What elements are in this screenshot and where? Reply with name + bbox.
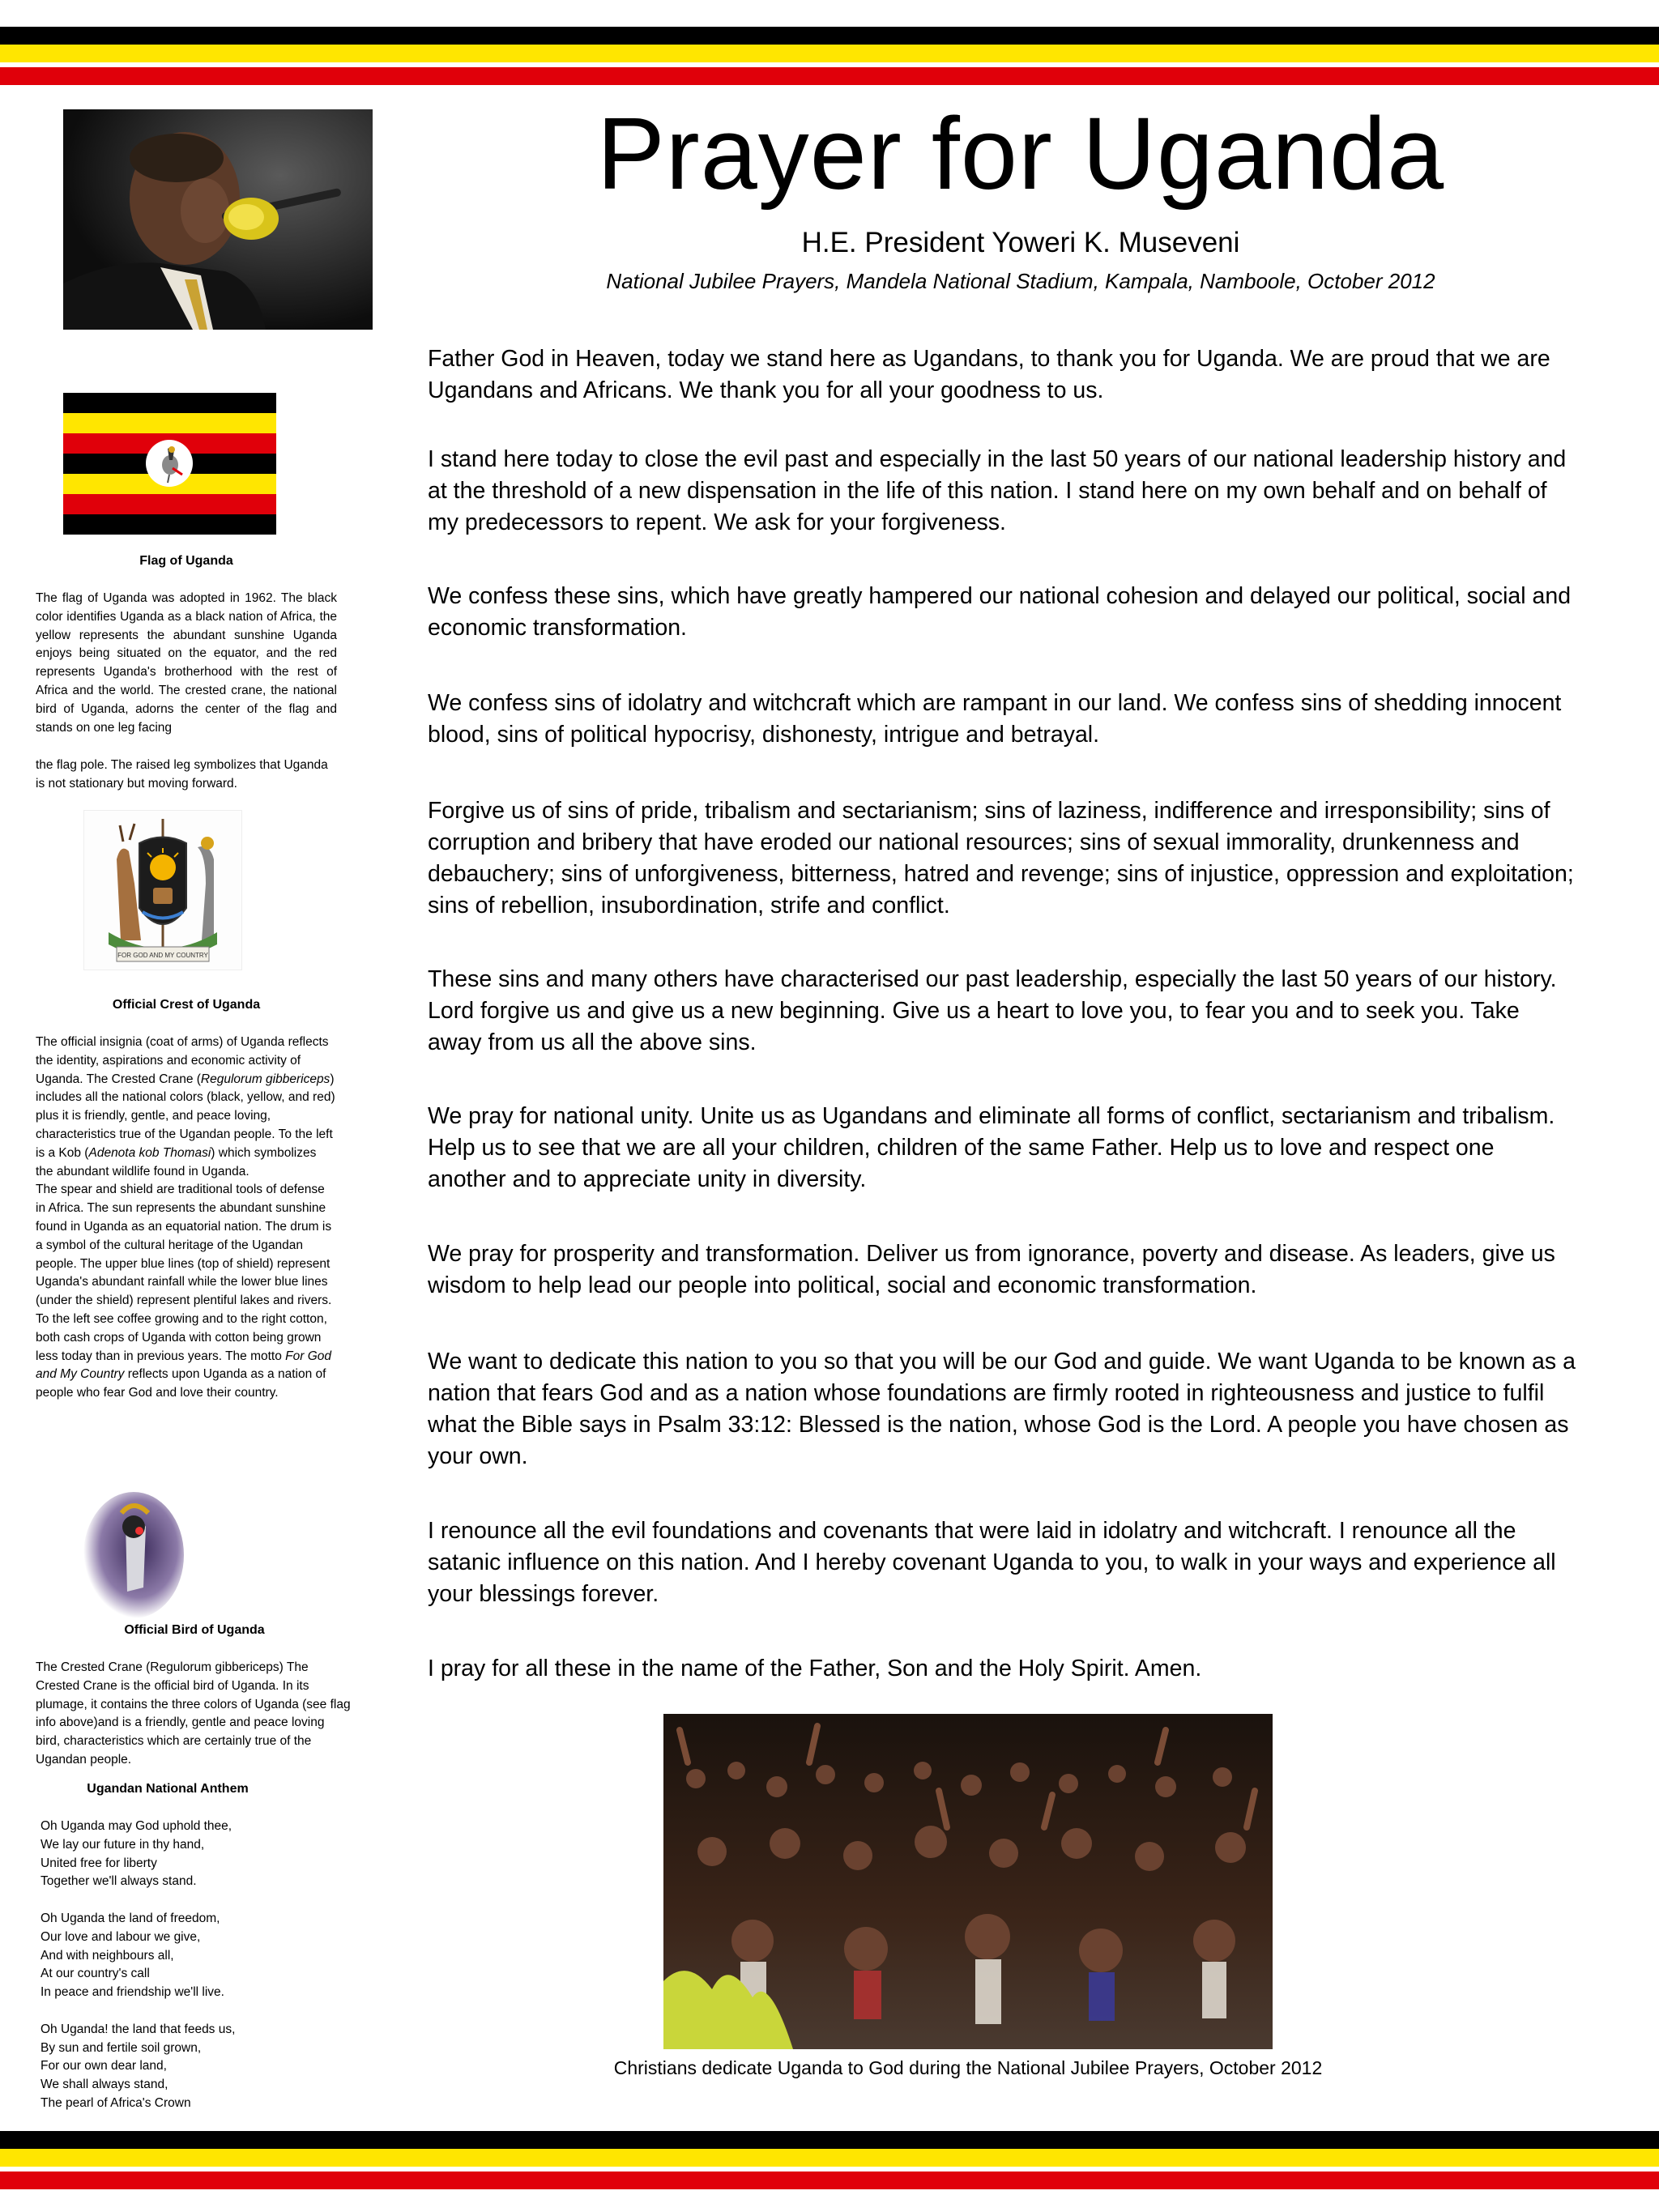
- prayer-paragraph: I stand here today to close the evil past and especially in the last 50 years of our national leadership history and at the threshold of a new dispensation in the life of this nation. I stand here on my own behalf and on behalf of my predecessors to repent. We ask for your forgiveness.: [428, 446, 1567, 535]
- flag-description-continued: the flag pole. The raised leg symbolizes that Uganda is not stationary but moving forward.: [36, 758, 328, 791]
- crested-crane-image: [77, 1490, 186, 1624]
- prayer-paragraph: These sins and many others have characterised our past leadership, especially the last 50 years of our history. Lord forgive us and give us a new beginning. Give us a heart to love you, to fear you and to seek you. Take away from us all the above sins.: [428, 966, 1557, 1055]
- top-flag-stripes: [0, 27, 1659, 85]
- crane-emblem-icon: [145, 439, 194, 488]
- coat-of-arms-image: [83, 810, 242, 970]
- crest-description: The official insignia (coat of arms) of Uganda reflects the identity, aspirations and economic activity of Uganda. The Crested Crane (Regulorum gibbericeps) includes all the national colors (black, yellow, and red) plus it is friendly, gentle, and peace loving, characteristics true of the Ugandan people. To the left is a Kob (Adenota kob Thomasi) which symbolizes the abundant wildlife found in Uganda. The spear and shield are traditional tools of defense in Africa. The sun represents the abundant sunshine found in Uganda as an equatorial nation. The drum is a symbol of the cultural heritage of the Ugandan people. The upper blue lines (top of shield) represent Uganda's abundant rainfall while the lower blue lines (under the shield) represent plentiful lakes and rivers. To the left see coffee growing and to the right cotton, both cash crops of Uganda with cotton being grown less today than in previous years. The motto For God and My Country reflects upon Uganda as a nation of people who fear God and love their country.: [36, 1035, 335, 1400]
- page-title: Prayer for Uganda: [596, 96, 1445, 211]
- crowd-photo: [663, 1714, 1273, 2049]
- anthem-heading: Ugandan National Anthem: [87, 1782, 249, 1796]
- anthem-verse-3: Oh Uganda! the land that feeds us, By sun and fertile soil grown, For our own dear land, We shall always stand, The pearl of Africa's Crown: [41, 2022, 236, 2110]
- prayer-paragraph: Father God in Heaven, today we stand here as Ugandans, to thank you for Uganda. We are proud that we are Ugandans and Africans. We thank you for all your goodness to us.: [428, 346, 1550, 403]
- president-photo: [63, 109, 373, 330]
- prayer-paragraph: We want to dedicate this nation to you so that you will be our God and guide. We want Uganda to be known as a nation that fears God and as a nation whose foundations are firmly rooted in righteousness and justice to fulfil what the Bible says in Psalm 33:12: Blessed is the nation, whose God is the Lord. A people you have chosen as your own.: [428, 1349, 1576, 1469]
- bird-heading: Official Bird of Uganda: [124, 1623, 265, 1637]
- event-details: National Jubilee Prayers, Mandela National Stadium, Kampala, Namboole, October 2012: [606, 269, 1435, 293]
- flag-description: The flag of Uganda was adopted in 1962. The black color identifies Uganda as a black nation of Africa, the yellow represents the abundant sunshine Uganda enjoys being situated on the equator, and the red represents Uganda's brotherhood with the rest of Africa and the world. The crested crane, the national bird of Uganda, adorns the center of the flag and stands on one leg facing: [36, 591, 337, 735]
- crest-heading: Official Crest of Uganda: [112, 998, 261, 1012]
- anthem-lyrics: [41, 1818, 348, 2132]
- prayer-paragraph: We pray for national unity. Unite us as Ugandans and eliminate all forms of conflict, sectarianism and tribalism. Help us to see that we are all your children, children of the same Father. Help us to love and respect one another and to appreciate unity in diversity.: [428, 1103, 1555, 1192]
- anthem-verse-1: Oh Uganda may God uphold thee, We lay our future in thy hand, United free for liberty Together we'll always stand.: [41, 1819, 232, 1889]
- speaker-name: H.E. President Yoweri K. Museveni: [801, 227, 1240, 258]
- prayer-paragraph: I renounce all the evil foundations and covenants that were laid in idolatry and witchcraft. I renounce all the satanic influence on this nation. And I hereby covenant Uganda to you, to walk in your ways and experience all your blessings forever.: [428, 1518, 1556, 1607]
- prayer-paragraph: We confess these sins, which have greatly hampered our national cohesion and delayed our political, social and economic transformation.: [428, 583, 1572, 641]
- photo-caption: Christians dedicate Uganda to God during the National Jubilee Prayers, October 2012: [613, 2057, 1323, 2078]
- bird-description: The Crested Crane (Regulorum gibbericeps) The Crested Crane is the official bird of Uganda. In its plumage, it contains the three colors of Uganda (see flag info above)and is a friendly, gentle and peace loving bird, characteristics which are certainly true of the Ugandan people.: [36, 1660, 351, 1767]
- uganda-flag: [63, 393, 276, 535]
- prayer-closing: I pray for all these in the name of the Father, Son and the Holy Spirit. Amen.: [428, 1656, 1202, 1681]
- prayer-paragraph: Forgive us of sins of pride, tribalism and sectarianism; sins of laziness, indifference and irresponsibility; sins of corruption and bribery that have eroded our national resources; sins of sexual immorality, drunkenness and debauchery; sins of unforgiveness, bitterness, hatred and revenge; sins of injustice, oppression and exploitation; sins of rebellion, insubordination, strife and conflict.: [428, 798, 1574, 918]
- anthem-verse-2: Oh Uganda the land of freedom, Our love and labour we give, And with neighbours all, At our country's call In peace and friendship we'll live.: [41, 1911, 224, 2000]
- bottom-flag-stripes: [0, 2131, 1659, 2189]
- prayer-paragraph: We confess sins of idolatry and witchcraft which are rampant in our land. We confess sins of shedding innocent blood, sins of political hypocrisy, dishonesty, intrigue and betrayal.: [428, 690, 1562, 748]
- flag-heading: Flag of Uganda: [139, 554, 233, 568]
- prayer-paragraph: We pray for prosperity and transformation. Deliver us from ignorance, poverty and disease. As leaders, give us wisdom to help lead our people into political, social and economic transformation.: [428, 1241, 1555, 1298]
- crest-motto: FOR GOD AND MY COUNTRY: [117, 952, 208, 959]
